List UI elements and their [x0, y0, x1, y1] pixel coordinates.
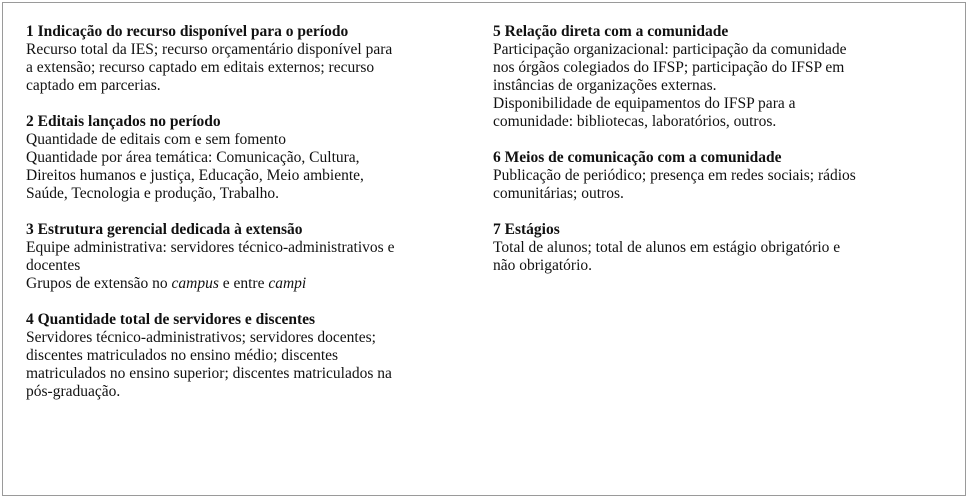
- section-text-line: Quantidade por área temática: Comunicação, Cultura,: [26, 149, 360, 166]
- section-text-line: Saúde, Tecnologia e produção, Trabalho.: [26, 185, 280, 202]
- section-text-line: Recurso total da IES; recurso orçamentário disponível para: [26, 41, 393, 58]
- section-5-community-relation: [493, 23, 955, 131]
- section-text-line: pós-graduação.: [26, 383, 121, 400]
- section-title: 3 Estrutura gerencial dedicada à extensão: [26, 221, 303, 238]
- campus-term: campus: [171, 275, 219, 292]
- section-title: 5 Relação direta com a comunidade: [493, 23, 729, 40]
- groups-middle: e entre: [218, 275, 269, 292]
- section-text-line: Equipe administrativa: servidores técnico-administrativos e: [26, 239, 395, 256]
- section-text-line: Quantidade de editais com e sem fomento: [26, 131, 286, 148]
- section-6-communication-media: [493, 149, 955, 203]
- section-title: 2 Editais lançados no período: [26, 113, 221, 130]
- section-text-line: a extensão; recurso captado em editais externos; recurso: [26, 59, 375, 76]
- section-text-line: Disponibilidade de equipamentos do IFSP para a: [493, 95, 796, 112]
- section-text-line: Total de alunos; total de alunos em estágio obrigatório e: [493, 239, 841, 256]
- section-7-internships: [493, 221, 955, 275]
- section-4-staff-students: [26, 311, 488, 401]
- section-title: 7 Estágios: [493, 221, 560, 238]
- section-1-resources: [26, 23, 488, 95]
- section-text-line: Servidores técnico-administrativos; servidores docentes;: [26, 329, 376, 346]
- section-title: 6 Meios de comunicação com a comunidade: [493, 149, 782, 166]
- section-text-line: docentes: [26, 257, 81, 274]
- section-text-line: comunitárias; outros.: [493, 185, 624, 202]
- section-text-line: matriculados no ensino superior; discentes matriculados na: [26, 365, 392, 382]
- section-title: 4 Quantidade total de servidores e discentes: [26, 311, 316, 328]
- section-2-calls: [26, 113, 488, 203]
- section-text-line: Direitos humanos e justiça, Educação, Meio ambiente,: [26, 167, 364, 184]
- section-title: 1 Indicação do recurso disponível para o período: [26, 23, 349, 40]
- section-text-line: não obrigatório.: [493, 257, 593, 274]
- section-text-line: captado em parcerias.: [26, 77, 161, 94]
- extension-groups-line: [26, 275, 488, 293]
- section-text-line: comunidade: bibliotecas, laboratórios, outros.: [493, 113, 777, 130]
- section-text-line: Participação organizacional: participação da comunidade: [493, 41, 847, 58]
- campi-term: campi: [268, 275, 307, 292]
- groups-prefix: Grupos de extensão no: [26, 275, 172, 292]
- section-3-management: [26, 221, 488, 293]
- right-column: [493, 23, 955, 293]
- section-text-line: Publicação de periódico; presença em redes sociais; rádios: [493, 167, 856, 184]
- section-text-line: nos órgãos colegiados do IFSP; participação do IFSP em: [493, 59, 845, 76]
- left-column: [26, 23, 488, 419]
- indicators-box: [2, 2, 966, 496]
- section-text-line: instâncias de organizações externas.: [493, 77, 717, 94]
- section-text-line: discentes matriculados no ensino médio; discentes: [26, 347, 339, 364]
